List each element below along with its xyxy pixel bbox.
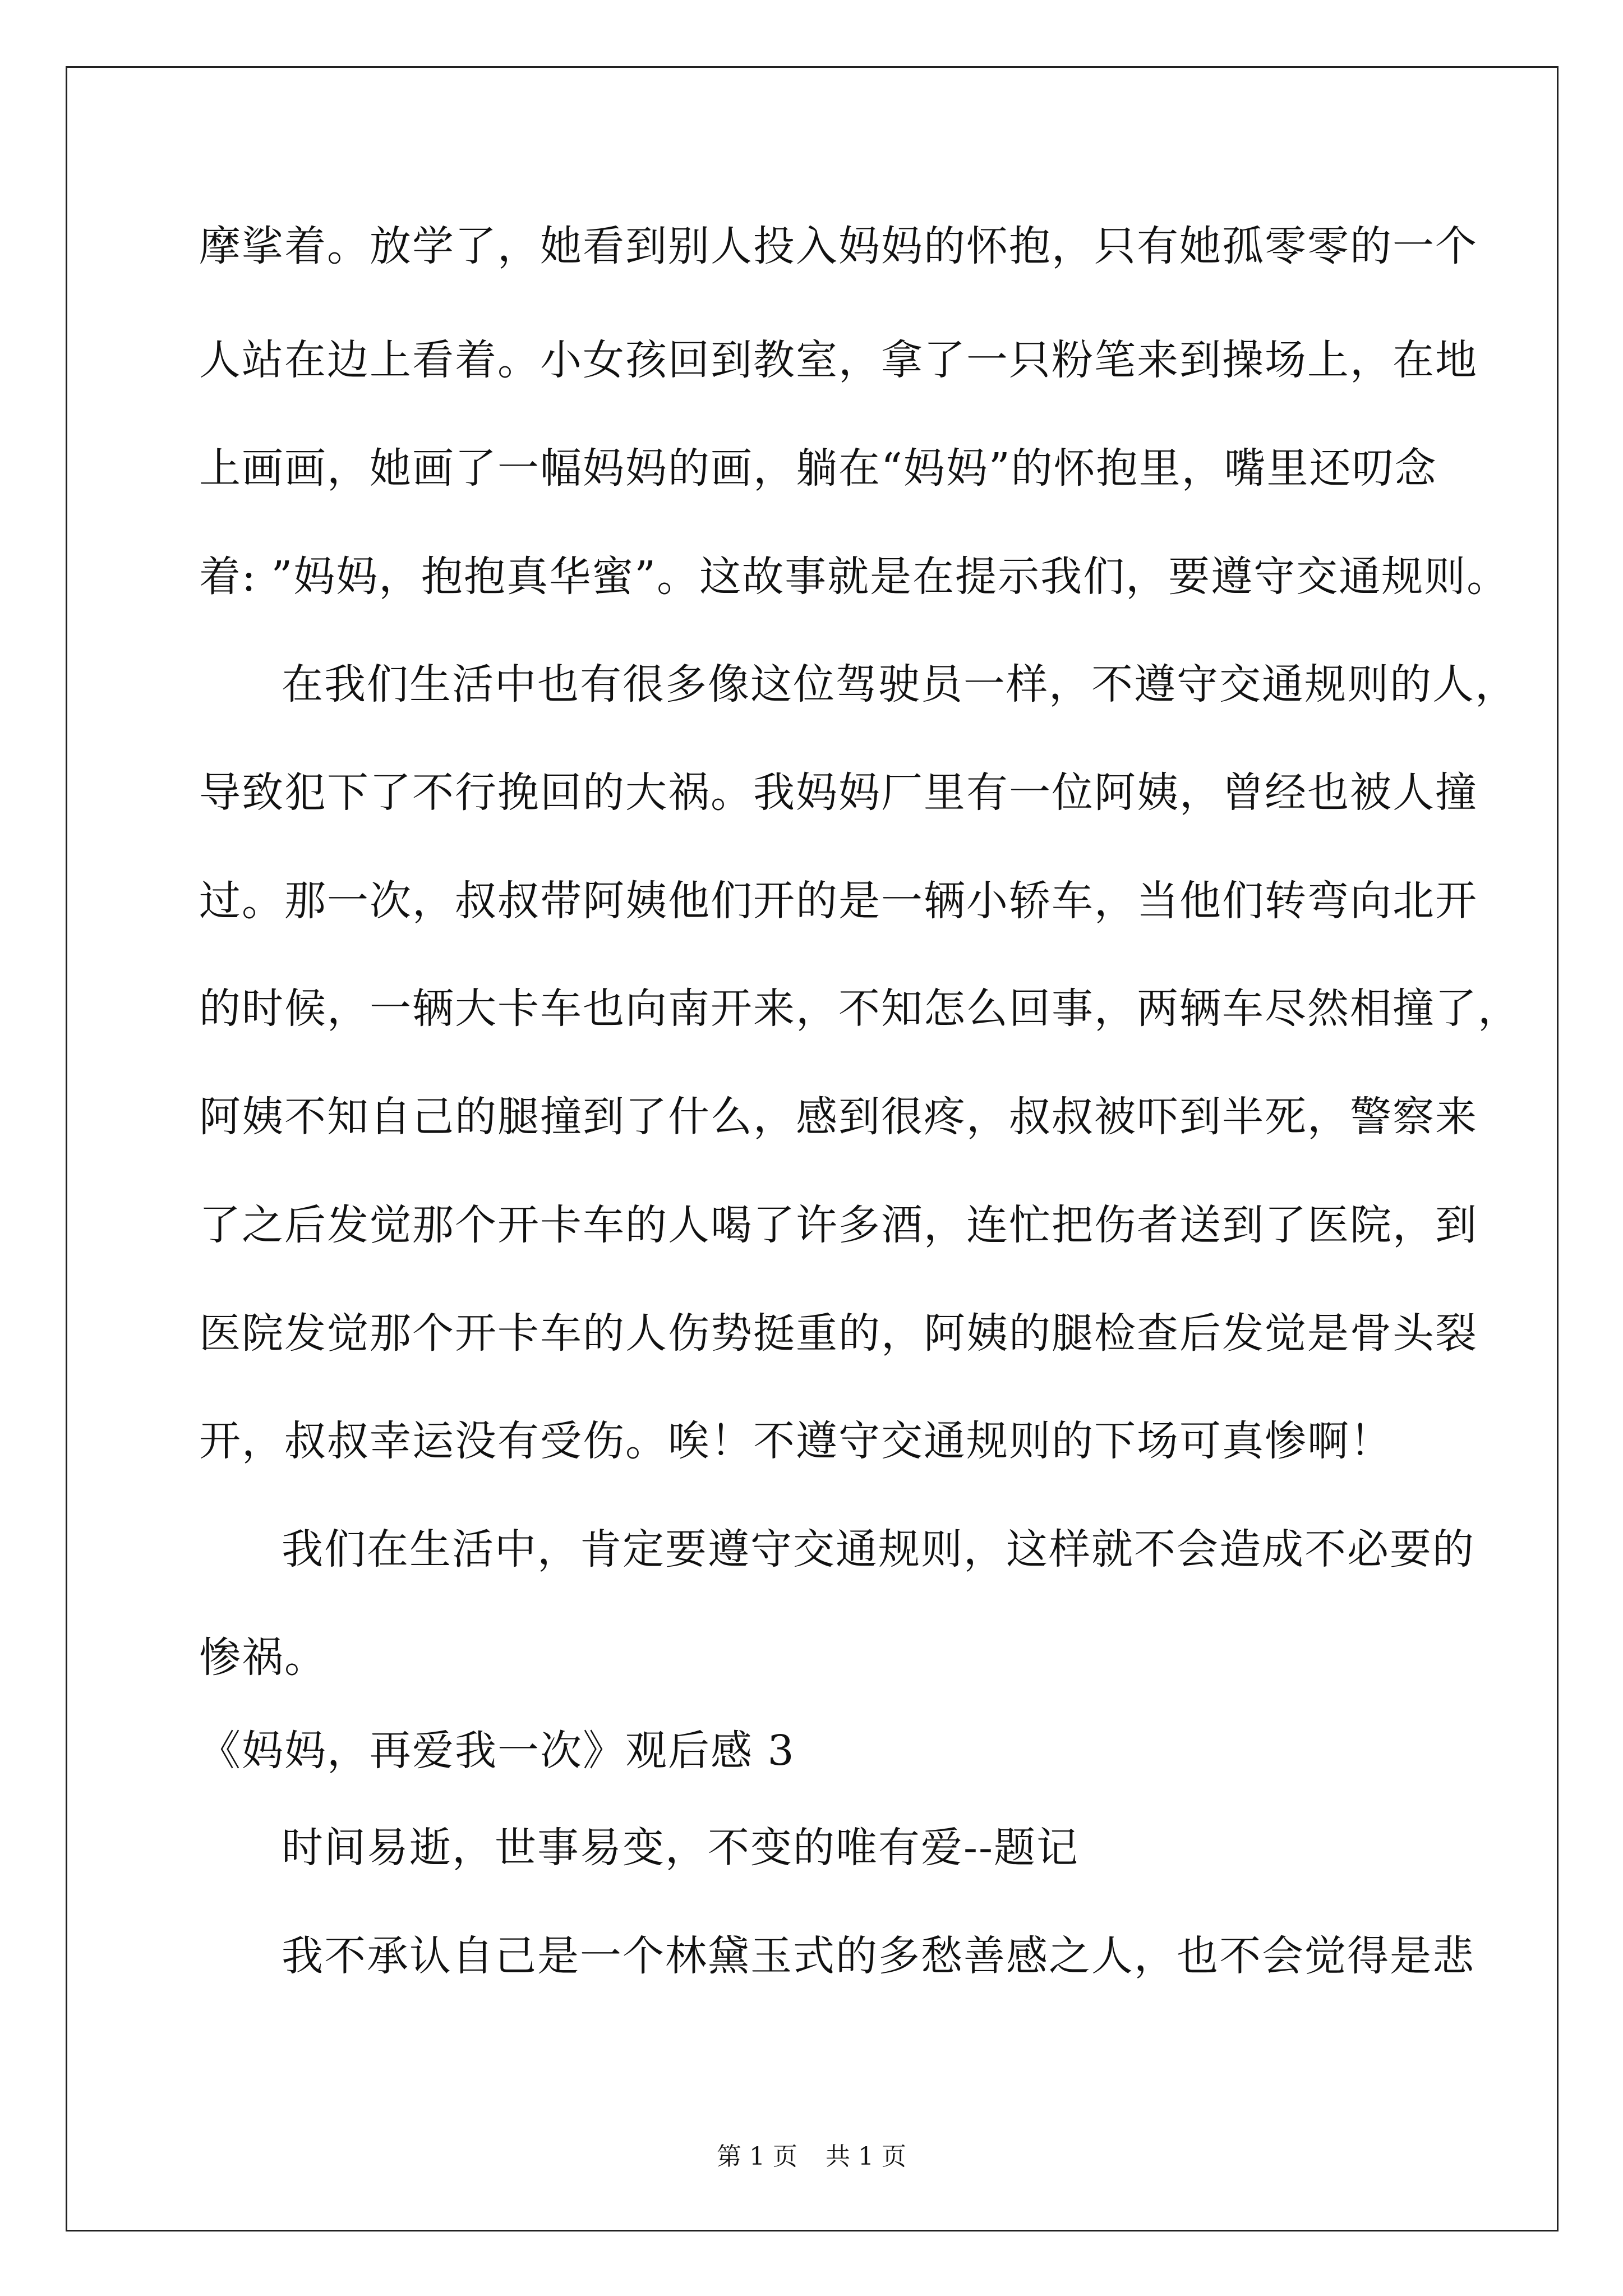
paragraph-line: 着: ”妈妈，抱抱真华蜜”。这故事就是在提示我们，要遵守交通规则。 [199, 553, 1510, 601]
paragraph-line: 了之后发觉那个开卡车的人喝了许多酒，连忙把伤者送到了医院，到 [199, 1201, 1478, 1249]
paragraph-line: 过。那一次，叔叔带阿姨他们开的是一辆小轿车，当他们转弯向北开 [199, 877, 1478, 925]
paragraph-line: 我们在生活中，肯定要遵守交通规则，这样就不会造成不必要的 [282, 1525, 1475, 1573]
paragraph-line: 我不承认自己是一个林黛玉式的多愁善感之人，也不会觉得是悲 [282, 1932, 1475, 1980]
paragraph-line: 开，叔叔幸运没有受伤。唉！不遵守交通规则的下场可真惨啊！ [199, 1417, 1393, 1465]
paragraph-line: 上画画，她画了一幅妈妈的画，躺在“妈妈”的怀抱里，嘴里还叨念 [199, 444, 1437, 493]
paragraph-line: 摩挲着。放学了，她看到别人投入妈妈的怀抱，只有她孤零零的一个 [199, 222, 1478, 270]
page-number: 第 1 页 [717, 2142, 797, 2171]
page-total: 共 1 页 [826, 2142, 906, 2171]
paragraph-line: 惨祸。 [199, 1634, 327, 1682]
epigraph-line: 时间易逝，世事易变，不变的唯有爱--题记 [282, 1824, 1080, 1872]
paragraph-line: 医院发觉那个开卡车的人伤势挺重的，阿姨的腿检查后发觉是骨头裂 [199, 1309, 1478, 1358]
paragraph-line: 在我们生活中也有很多像这位驾驶员一样，不遵守交通规则的人， [282, 660, 1518, 708]
paragraph-line: 导致犯下了不行挽回的大祸。我妈妈厂里有一位阿姨，曾经也被人撞 [199, 769, 1478, 817]
page-footer [0, 2136, 1623, 2172]
paragraph-line: 人站在边上看着。小女孩回到教室，拿了一只粉笔来到操场上，在地 [199, 336, 1478, 384]
paragraph-line: 的时候，一辆大卡车也向南开来，不知怎么回事，两辆车尽然相撞了， [199, 984, 1520, 1033]
paragraph-line: 阿姨不知自己的腿撞到了什么，感到很疼，叔叔被吓到半死，警察来 [199, 1093, 1478, 1141]
section-heading: 《妈妈，再爱我一次》观后感 3 [199, 1727, 795, 1775]
page-border [66, 66, 1559, 2231]
